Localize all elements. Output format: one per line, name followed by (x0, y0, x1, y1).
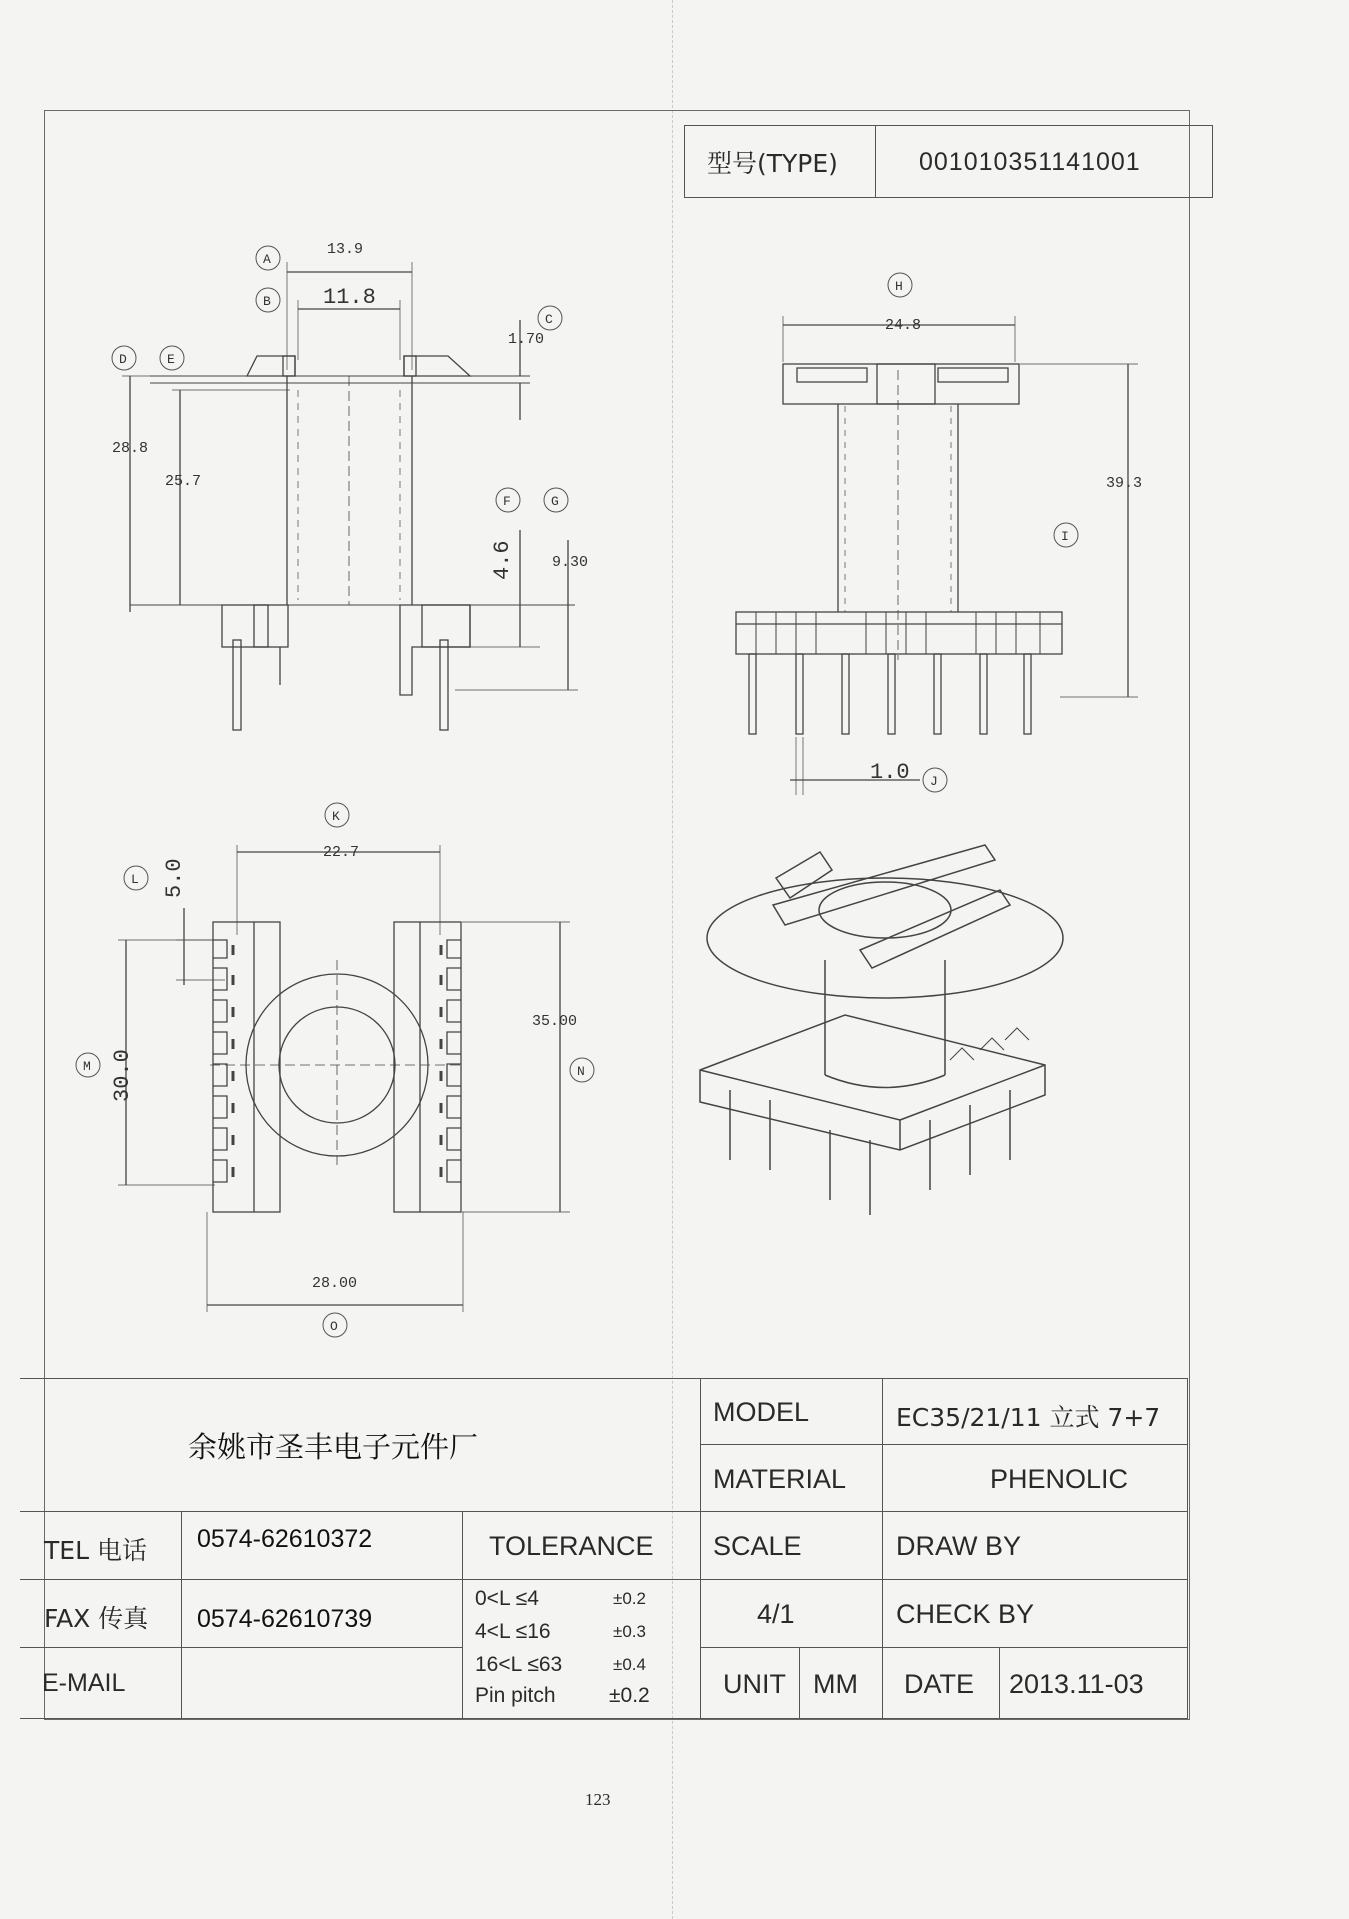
check-by-label: CHECK BY (896, 1599, 1035, 1629)
marker-n: N (577, 1064, 585, 1079)
fax-label: FAX 传真 (44, 1604, 149, 1633)
dim-13-9: 13.9 (327, 241, 364, 258)
marker-f: F (503, 494, 511, 509)
email-label: E-MAIL (42, 1669, 126, 1697)
scale-value: 4/1 (757, 1599, 795, 1629)
marker-l: L (131, 872, 139, 887)
marker-o: O (330, 1319, 338, 1334)
tol-value-3: ±0.4 (613, 1655, 646, 1674)
dim-4-6: 4.6 (490, 540, 515, 580)
company-name: 余姚市圣丰电子元件厂 (188, 1430, 479, 1464)
date-label-cell (882, 1647, 1000, 1719)
marker-g: G (551, 494, 559, 509)
material-value-cell (882, 1444, 1188, 1512)
material-value: PHENOLIC (990, 1464, 1129, 1494)
dim-30-0: 30.0 (110, 1049, 135, 1102)
unit-value-cell (799, 1647, 883, 1719)
scale-label: SCALE (713, 1531, 802, 1561)
title-block (20, 1378, 1188, 1719)
tol-range-1: 0<L ≤4 (475, 1587, 539, 1610)
scale-label-cell (700, 1511, 883, 1580)
tel-value: 0574-62610372 (197, 1525, 373, 1553)
marker-c: C (545, 312, 553, 327)
marker-b: B (263, 294, 271, 309)
marker-k: K (332, 809, 340, 824)
tol-range-3: 16<L ≤63 (475, 1653, 563, 1676)
tel-value-cell (181, 1511, 463, 1580)
check-by-cell (882, 1579, 1188, 1648)
marker-e: E (167, 352, 175, 367)
company-cell (20, 1378, 700, 1512)
unit-label-cell (700, 1647, 800, 1719)
isometric-view (700, 845, 1063, 1215)
date-value: 2013.11-03 (1009, 1669, 1144, 1699)
date-value-cell (999, 1647, 1188, 1719)
unit-value: MM (813, 1669, 858, 1699)
tel-label: TEL 电话 (44, 1536, 147, 1565)
scale-value-cell (700, 1579, 883, 1648)
tol-value-2: ±0.3 (613, 1622, 646, 1641)
dim-5-0: 5.0 (162, 858, 187, 898)
dim-11-8: 11.8 (323, 285, 376, 310)
dim-28-00: 28.00 (312, 1275, 358, 1292)
marker-d: D (119, 352, 127, 367)
marker-a: A (263, 252, 271, 267)
model-label-cell (700, 1378, 883, 1445)
material-label-cell (700, 1444, 883, 1512)
dim-39-3: 39.3 (1106, 475, 1143, 492)
tel-label-cell (20, 1511, 182, 1580)
fax-label-cell (20, 1579, 182, 1648)
marker-m: M (83, 1059, 91, 1074)
tolerance-table (462, 1579, 701, 1719)
dim-25-7: 25.7 (165, 473, 202, 490)
unit-label: UNIT (723, 1669, 786, 1699)
dim-28-8: 28.8 (112, 440, 149, 457)
tol-value-1: ±0.2 (613, 1589, 646, 1608)
model-label: MODEL (713, 1397, 810, 1427)
fax-value: 0574-62610739 (197, 1605, 373, 1633)
tol-range-4: Pin pitch (475, 1684, 556, 1707)
page-number: 123 (585, 1790, 611, 1809)
dim-1-0: 1.0 (870, 760, 910, 785)
fax-value-cell (181, 1579, 463, 1648)
marker-j: J (930, 774, 938, 789)
draw-by-cell (882, 1511, 1188, 1580)
email-label-cell (20, 1647, 182, 1719)
dim-1-70: 1.70 (508, 331, 545, 348)
dim-24-8: 24.8 (885, 317, 922, 334)
date-label: DATE (904, 1669, 975, 1699)
type-label: 型号(TYPE) (707, 149, 838, 178)
side-view (736, 316, 1138, 795)
draw-by-label: DRAW BY (896, 1531, 1022, 1561)
marker-h: H (895, 279, 903, 294)
dim-35-00: 35.00 (532, 1013, 578, 1030)
dim-22-7: 22.7 (323, 844, 360, 861)
email-value-cell (181, 1647, 463, 1719)
bottom-view (118, 845, 570, 1312)
tol-value-4: ±0.2 (609, 1684, 650, 1707)
model-value-cell (882, 1378, 1188, 1445)
marker-i: I (1061, 529, 1069, 544)
model-value: EC35/21/11 立式 7+7 (896, 1403, 1161, 1432)
dim-9-30: 9.30 (552, 554, 589, 571)
tolerance-label: TOLERANCE (489, 1531, 654, 1561)
tol-range-2: 4<L ≤16 (475, 1620, 551, 1643)
type-value: 001010351141001 (919, 148, 1141, 176)
material-label: MATERIAL (713, 1464, 847, 1494)
tolerance-label-cell (462, 1511, 701, 1580)
